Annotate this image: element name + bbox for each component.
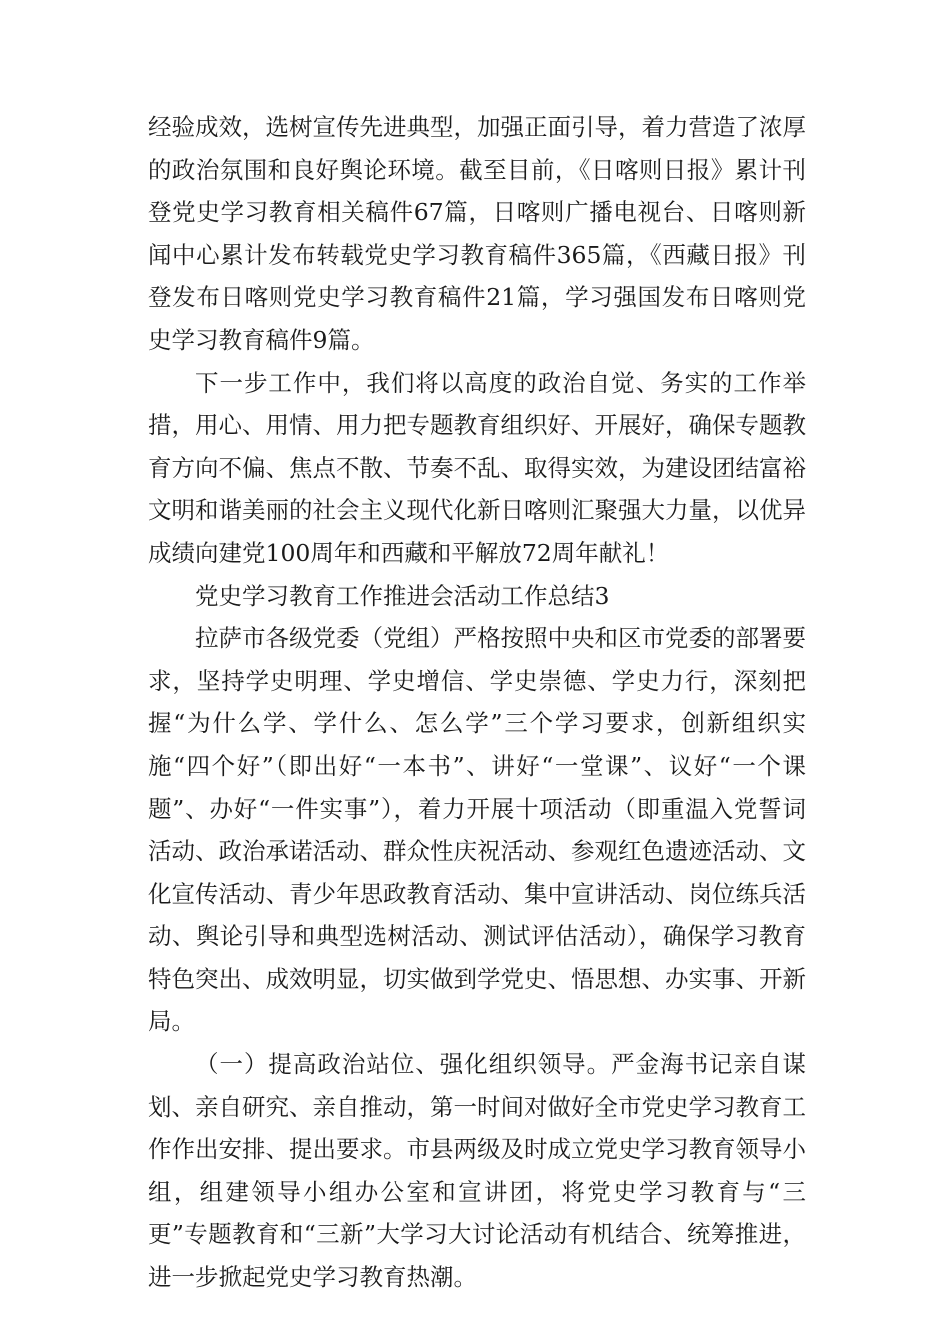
paragraph-next-steps: 下一步工作中，我们将以高度的政治自觉、务实的工作举措，用心、用情、用力把专题教育组织好、开展好，确保专题教育方向不偏、焦点不散、节奏不乱、取得实效，为建设团结富裕文明和谐美丽的社会主义现代化新日喀则汇聚强大力量，以优异成绩向建党100周年和西藏和平解放72周年献礼！ [148,368,806,567]
section-heading-summary-3: 党史学习教育工作推进会活动工作总结3 [195,581,610,610]
paragraph-lhasa-overview: 拉萨市各级党委（党组）严格按照中央和区市党委的部署要求，坚持学史明理、学史增信、学史崇德、学史力行，深刻把握“为什么学、学什么、怎么学”三个学习要求，创新组织实施“四个好”（即出好“一本书”、讲好“一堂课”、议好“一个课题”、办好“一件实事”），着力开展十项活动（即重温入党誓词活动、政治承诺活动、群众性庆祝活动、参观红色遗迹活动、文化宣传活动、青少年思政教育活动、集中宣讲活动、岗位练兵活动、舆论引导和典型选树活动、测试评估活动），确保学习教育特色突出、成效明显，切实做到学党史、悟思想、办实事、开新局。 [148,624,806,1036]
paragraph-continued-results: 经验成效，选树宣传先进典型，加强正面引导，着力营造了浓厚的政治氛围和良好舆论环境。截至目前，《日喀则日报》累计刊登党史学习教育相关稿件67篇，日喀则广播电视台、日喀则新闻中心累计发布转载党史学习教育稿件365篇，《西藏日报》刊登发布日喀则党史学习教育稿件21篇，学习强国发布日喀则党史学习教育稿件9篇。 [148,113,806,354]
paragraph-point-one: （一）提高政治站位、强化组织领导。严金海书记亲自谋划、亲自研究、亲自推动，第一时间对做好全市党史学习教育工作作出安排、提出要求。市县两级及时成立党史学习教育领导小组，组建领导小组办公室和宣讲团，将党史学习教育与“三更”专题教育和“三新”大学习大讨论活动有机结合、统筹推进，进一步掀起党史学习教育热潮。 [148,1050,806,1292]
document-body [148,106,806,1299]
